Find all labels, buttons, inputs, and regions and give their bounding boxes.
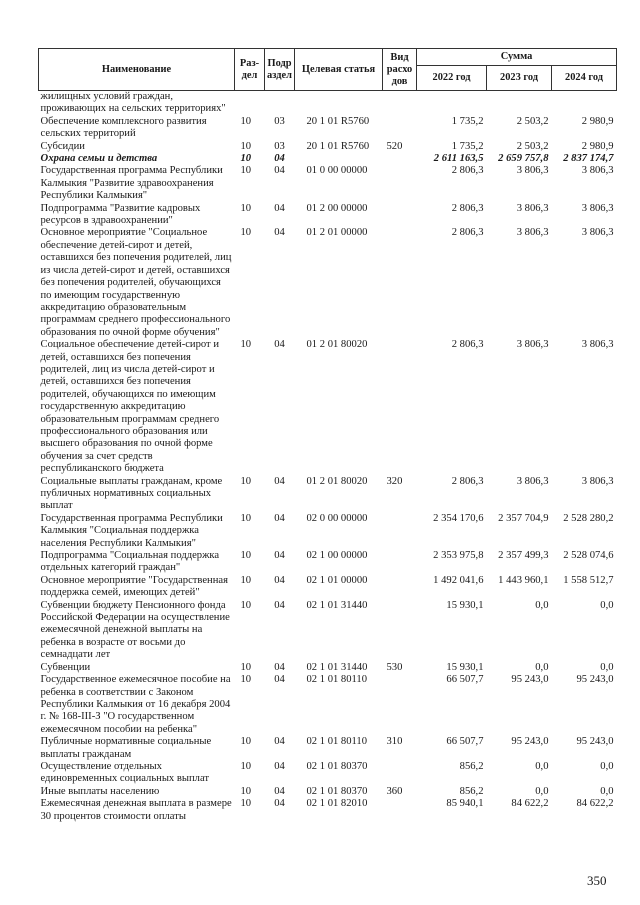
cell-tselevaya: 02 1 01 31440 [306, 661, 368, 673]
cell-amount-2023: 1 443 960,1 [498, 574, 549, 586]
cell-podrazdel: 04 [274, 760, 285, 772]
cell-amount-2023: 0,0 [535, 760, 549, 772]
cell-podrazdel: 04 [274, 475, 285, 487]
cell-tselevaya: 02 1 01 82010 [306, 798, 368, 810]
table-header [39, 49, 617, 91]
cell-amount-2024: 0,0 [600, 661, 614, 673]
cell-name: Государственная программа Республики Калмыкия "Развитие здравоохранения Республики Калмыкия" [40, 165, 223, 202]
cell-vid [383, 798, 417, 823]
table-body [39, 91, 617, 823]
cell-vid [383, 116, 417, 141]
table-row [39, 153, 617, 165]
cell-amount-2022: 856,2 [459, 785, 484, 797]
table-row [39, 798, 617, 823]
cell-razdel: 10 [240, 339, 252, 351]
cell-podrazdel: 04 [274, 661, 285, 673]
cell-amount-2023: 95 243,0 [511, 674, 549, 686]
cell-podrazdel: 04 [274, 165, 285, 177]
cell-amount-2022: 1 492 041,6 [433, 574, 484, 586]
cell-name: Государственное ежемесячное пособие на ребенка в соответствии с Законом Республики Калмыкия от 16 декабря 2004 г. № 168-III-З "О государственном ежемесячном пособии на ребенка" [40, 674, 231, 735]
table-row [39, 339, 617, 475]
cell-vid [383, 550, 417, 575]
cell-podrazdel: 04 [274, 798, 285, 810]
cell-vid: 320 [386, 475, 403, 487]
cell-tselevaya: 20 1 01 R5760 [306, 140, 370, 152]
cell-name: Охрана семьи и детства [40, 153, 158, 165]
table-row [39, 91, 617, 116]
cell-razdel: 10 [240, 550, 252, 562]
cell-razdel: 10 [240, 227, 252, 239]
cell-amount-2023: 3 806,3 [516, 339, 549, 351]
cell-amount-2022 [417, 91, 487, 116]
cell-vid [383, 227, 417, 339]
header-summa: Сумма [417, 49, 617, 66]
cell-amount-2023: 2 503,2 [516, 140, 549, 152]
cell-amount-2023: 2 357 499,3 [498, 550, 549, 562]
cell-razdel: 10 [240, 165, 252, 177]
table-row [39, 662, 617, 674]
table-row [39, 203, 617, 228]
budget-table [38, 48, 617, 823]
cell-name: Субвенции бюджету Пенсионного фонда Российской Федерации на осуществление ежемесячной денежной выплаты на ребенка в возрасте от восьми до семнадцати лет [40, 599, 230, 661]
table-row [39, 513, 617, 550]
cell-podrazdel: 04 [274, 674, 285, 686]
cell-vid: 360 [386, 785, 403, 797]
cell-amount-2023: 2 503,2 [516, 115, 549, 127]
cell-amount-2024: 2 528 074,6 [563, 550, 614, 562]
cell-name: Подпрограмма "Социальная поддержка отдельных категорий граждан" [40, 550, 220, 574]
cell-vid [383, 575, 417, 600]
cell-vid: 310 [386, 736, 403, 748]
cell-amount-2023: 3 806,3 [516, 227, 549, 239]
cell-amount-2022: 1 735,2 [451, 115, 484, 127]
header-tselevaya: Целевая статья [295, 49, 383, 91]
header-podrazdel: Подр аздел [265, 49, 295, 91]
cell-vid [383, 165, 417, 202]
cell-amount-2023: 3 806,3 [516, 165, 549, 177]
cell-razdel: 10 [240, 674, 252, 686]
table-row [39, 761, 617, 786]
cell-amount-2022: 15 930,1 [446, 661, 484, 673]
cell-amount-2022: 2 806,3 [451, 339, 484, 351]
cell-amount-2024: 95 243,0 [576, 674, 614, 686]
header-razdel: Раз- дел [235, 49, 265, 91]
cell-amount-2023: 3 806,3 [516, 475, 549, 487]
cell-amount-2022: 66 507,7 [446, 674, 484, 686]
cell-vid [383, 339, 417, 475]
page-number: 350 [587, 873, 607, 888]
header-year-2024: 2024 год [552, 66, 617, 91]
cell-razdel: 10 [240, 785, 252, 797]
cell-amount-2022: 1 735,2 [451, 140, 484, 152]
cell-amount-2022: 2 806,3 [451, 475, 484, 487]
cell-amount-2024: 3 806,3 [581, 165, 614, 177]
cell-name: Публичные нормативные социальные выплаты гражданам [40, 736, 212, 760]
cell-amount-2022: 15 930,1 [446, 599, 484, 611]
table-row [39, 575, 617, 600]
cell-amount-2023: 0,0 [535, 661, 549, 673]
cell-tselevaya: 01 2 01 80020 [306, 339, 368, 351]
cell-name: Государственная программа Республики Калмыкия "Социальная поддержка населения Республики Калмыкия" [40, 512, 223, 549]
cell-amount-2024: 3 806,3 [581, 202, 614, 214]
cell-vid [383, 513, 417, 550]
cell-podrazdel: 04 [274, 736, 285, 748]
table-row [39, 600, 617, 662]
cell-vid [383, 91, 417, 116]
cell-razdel: 10 [240, 574, 252, 586]
cell-amount-2024: 3 806,3 [581, 339, 614, 351]
cell-vid [383, 153, 417, 165]
cell-amount-2024: 2 980,9 [581, 140, 614, 152]
cell-tselevaya [295, 153, 383, 165]
cell-amount-2022: 2 353 975,8 [433, 550, 484, 562]
cell-amount-2024 [552, 91, 617, 116]
table-row [39, 165, 617, 202]
cell-amount-2023: 84 622,2 [511, 798, 549, 810]
cell-podrazdel: 04 [274, 153, 285, 165]
cell-razdel: 10 [240, 153, 252, 165]
table-row [39, 227, 617, 339]
cell-amount-2022: 2 354 170,6 [433, 512, 484, 524]
cell-vid: 530 [386, 661, 403, 673]
cell-podrazdel: 04 [274, 785, 285, 797]
cell-vid [383, 761, 417, 786]
cell-tselevaya: 02 1 01 80370 [306, 785, 368, 797]
cell-tselevaya: 02 1 00 00000 [306, 550, 368, 562]
cell-razdel: 10 [240, 736, 252, 748]
cell-amount-2022: 2 806,3 [451, 227, 484, 239]
table-row [39, 141, 617, 153]
cell-name: Ежемесячная денежная выплата в размере 30 процентов стоимости оплаты [40, 798, 232, 822]
cell-amount-2023: 0,0 [535, 599, 549, 611]
cell-razdel: 10 [240, 202, 252, 214]
cell-amount-2024: 2 528 280,2 [563, 512, 614, 524]
cell-amount-2024: 2 980,9 [581, 115, 614, 127]
cell-tselevaya: 20 1 01 R5760 [306, 115, 370, 127]
cell-amount-2024: 2 837 174,7 [563, 153, 614, 165]
cell-vid [383, 600, 417, 662]
cell-vid [383, 203, 417, 228]
cell-amount-2022: 2 806,3 [451, 165, 484, 177]
cell-tselevaya: 01 2 01 80020 [306, 475, 368, 487]
header-vid: Вид расхо дов [383, 49, 417, 91]
header-year-2023: 2023 год [487, 66, 552, 91]
cell-amount-2024: 84 622,2 [576, 798, 614, 810]
cell-amount-2022: 2 806,3 [451, 202, 484, 214]
cell-name: Социальное обеспечение детей-сирот и детей, оставшихся без попечения родителей, лиц из числа детей-сирот и детей, оставшихся без попечения родителей, обучающихся по имеющим государственную аккредитацию образовательным программам среднего профессионального образования или высшего образования по очной форме обучения за счет средств республиканского бюджета [40, 339, 220, 475]
cell-amount-2023: 2 357 704,9 [498, 512, 549, 524]
cell-name: Субвенции [40, 661, 91, 673]
cell-razdel: 10 [240, 140, 252, 152]
cell-tselevaya: 02 1 01 80370 [306, 760, 368, 772]
cell-tselevaya: 02 1 01 00000 [306, 574, 368, 586]
cell-tselevaya [295, 91, 383, 116]
cell-name: Основное мероприятие "Государственная поддержка семей, имеющих детей" [40, 574, 228, 599]
cell-name: Социальные выплаты гражданам, кроме публичных нормативных социальных выплат [40, 475, 223, 512]
cell-amount-2023: 2 659 757,8 [498, 153, 549, 165]
cell-tselevaya: 01 2 01 00000 [306, 227, 368, 239]
cell-razdel: 10 [240, 661, 252, 673]
cell-razdel: 10 [240, 760, 252, 772]
cell-amount-2024: 1 558 512,7 [563, 574, 614, 586]
table-row [39, 786, 617, 798]
table-row [39, 736, 617, 761]
table-row [39, 116, 617, 141]
cell-amount-2024: 0,0 [600, 785, 614, 797]
cell-amount-2022: 2 611 163,5 [433, 153, 484, 165]
cell-razdel: 10 [240, 475, 252, 487]
cell-podrazdel: 04 [274, 202, 285, 214]
cell-name: Подпрограмма "Развитие кадровых ресурсов в здравоохранении" [40, 202, 201, 227]
cell-tselevaya: 02 1 01 80110 [306, 674, 368, 686]
cell-amount-2022: 856,2 [459, 760, 484, 772]
cell-name: Обеспечение комплексного развития сельских территорий [40, 115, 207, 140]
cell-amount-2024: 3 806,3 [581, 227, 614, 239]
table-row [39, 550, 617, 575]
cell-name: Иные выплаты населению [40, 785, 160, 797]
cell-podrazdel: 03 [274, 140, 285, 152]
cell-podrazdel: 04 [274, 512, 285, 524]
cell-podrazdel: 04 [274, 550, 285, 562]
cell-razdel: 10 [240, 115, 252, 127]
cell-amount-2023: 0,0 [535, 785, 549, 797]
cell-amount-2024: 3 806,3 [581, 475, 614, 487]
cell-amount-2024: 0,0 [600, 599, 614, 611]
cell-razdel: 10 [240, 512, 252, 524]
cell-podrazdel: 04 [274, 227, 285, 239]
cell-podrazdel [265, 91, 295, 116]
cell-amount-2023: 3 806,3 [516, 202, 549, 214]
cell-vid: 520 [386, 140, 403, 152]
cell-razdel [235, 91, 265, 116]
cell-name: Основное мероприятие "Социальное обеспечение детей-сирот и детей, оставшихся без попечения родителей, лиц из числа детей-сирот и детей, оставшихся без попечения родителей, обучающихся по имеющим государственную аккредитацию образовательным программам среднего профессионального образования по очной форме обучения" [40, 227, 232, 338]
cell-tselevaya: 01 0 00 00000 [306, 165, 368, 177]
cell-name: Субсидии [40, 140, 85, 152]
cell-podrazdel: 04 [274, 339, 285, 351]
cell-vid [383, 674, 417, 736]
cell-tselevaya: 02 0 00 00000 [306, 512, 368, 524]
cell-name: жилищных условий граждан, проживающих на сельских территориях" [40, 91, 226, 115]
cell-razdel: 10 [240, 599, 252, 611]
cell-podrazdel: 04 [274, 599, 285, 611]
cell-amount-2024: 95 243,0 [576, 736, 614, 748]
cell-podrazdel: 03 [274, 115, 285, 127]
cell-tselevaya: 02 1 01 80110 [306, 736, 368, 748]
cell-amount-2022: 85 940,1 [446, 798, 484, 810]
cell-podrazdel: 04 [274, 574, 285, 586]
header-name: Наименование [39, 49, 235, 91]
cell-amount-2024: 0,0 [600, 760, 614, 772]
table-row [39, 476, 617, 513]
header-year-2022: 2022 год [417, 66, 487, 91]
cell-amount-2022: 66 507,7 [446, 736, 484, 748]
cell-name: Осуществление отдельных единовременных социальных выплат [40, 760, 210, 785]
cell-amount-2023: 95 243,0 [511, 736, 549, 748]
cell-tselevaya: 02 1 01 31440 [306, 599, 368, 611]
table-row [39, 674, 617, 736]
cell-amount-2023 [487, 91, 552, 116]
cell-tselevaya: 01 2 00 00000 [306, 202, 368, 214]
cell-razdel: 10 [240, 798, 252, 810]
